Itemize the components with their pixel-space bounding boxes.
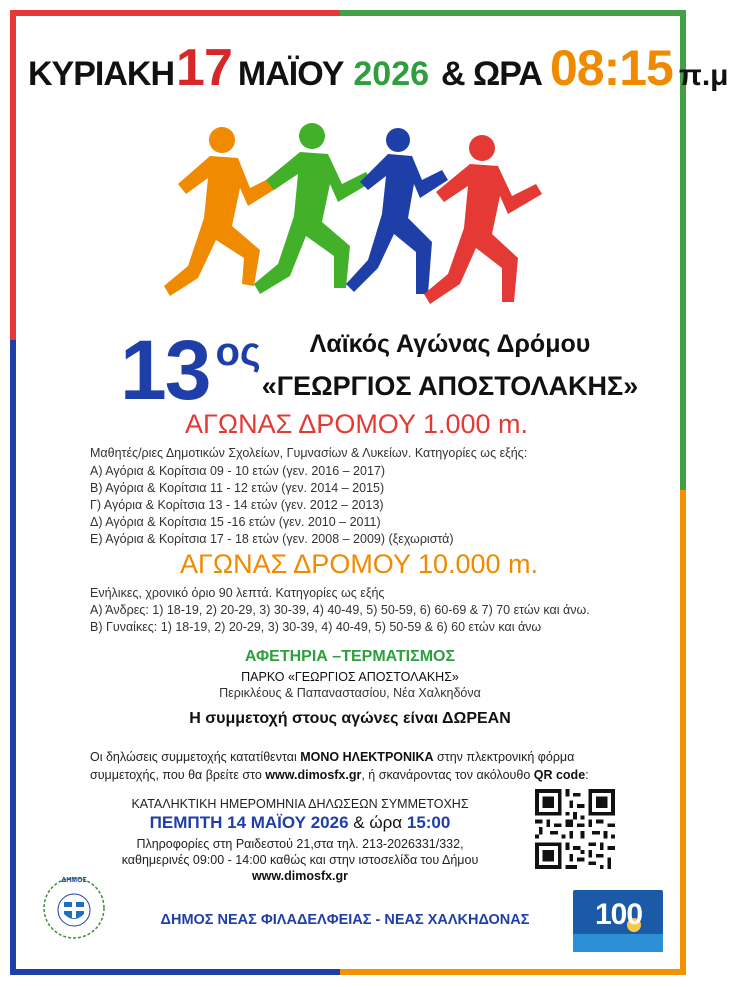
- registration-qr-label: QR code: [533, 768, 586, 782]
- list-item: Γ) Αγόρια & Κορίτσια 13 - 14 ετών (γεν. 2012 – 2013): [90, 498, 384, 512]
- race-10000m-categories: [90, 602, 590, 636]
- list-item: Δ) Αγόρια & Κορίτσια 15 -16 ετών (γεν. 2010 – 2011): [90, 515, 381, 529]
- runners-illustration: [150, 118, 550, 318]
- list-item: Β) Αγόρια & Κορίτσια 11 - 12 ετών (γεν. 2014 – 2015): [90, 481, 385, 495]
- deadline-day: ΠΕΜΠΤΗ: [149, 813, 223, 832]
- headline-month: ΜΑΪΟΥ: [237, 55, 344, 93]
- frame-top-right: [340, 10, 686, 16]
- registration-part3: , ή σκανάροντας τον ακόλουθο: [361, 768, 534, 782]
- red-runner-icon: [424, 135, 542, 304]
- event-date-headline: [28, 38, 729, 108]
- registration-online-only: ΜΟΝΟ ΗΛΕΚΤΡΟΝΙΚΑ: [300, 750, 434, 764]
- race-1000m-title: ΑΓΩΝΑΣ ΔΡΟΜΟΥ 1.000 m.: [185, 409, 529, 439]
- start-finish-title: ΑΦΕΤΗΡΙΑ –ΤΕΡΜΑΤΙΣΜΟΣ: [244, 648, 456, 665]
- race-name: «ΓΕΩΡΓΙΟΣ ΑΠΟΣΤΟΛΑΚΗΣ»: [261, 371, 639, 401]
- registration-text: [90, 748, 630, 784]
- edition-number-value: 13: [120, 323, 210, 417]
- race-1000m-description: Μαθητές/ριες Δημοτικών Σχολείων, Γυμνασίων & Λυκείων. Κατηγορίες ως εξής:: [90, 446, 528, 460]
- free-entry-notice: Η συμμετοχή στους αγώνες είναι ΔΩΡΕΑΝ: [189, 710, 511, 727]
- frame-left-bottom: [10, 340, 16, 975]
- green-runner-icon: [254, 123, 372, 294]
- badge-band: [573, 934, 663, 952]
- qr-code[interactable]: [535, 789, 615, 869]
- edition-suffix: ος: [215, 330, 261, 374]
- registration-part1: Οι δηλώσεις συμμετοχής κατατίθενται: [90, 750, 301, 764]
- list-item: Ε) Αγόρια & Κορίτσια 17 - 18 ετών (γεν. 2008 – 2009) (ξεχωριστά): [90, 532, 454, 546]
- list-item: Α) Αγόρια & Κορίτσια 09 - 10 ετών (γεν. 2016 – 2017): [90, 464, 386, 478]
- info-line-2: καθημερινές 09:00 - 14:00 καθώς και στην ιστοσελίδα του Δήμου: [121, 853, 479, 867]
- race-1000m-categories: [90, 463, 454, 548]
- headline-date-number: 17: [176, 39, 232, 97]
- frame-bottom-left: [10, 969, 340, 975]
- info-line-1: Πληροφορίες στη Ραιδεστού 21,στα τηλ. 213-2026331/332,: [136, 837, 464, 851]
- headline-period: π.μ: [678, 59, 729, 92]
- race-title: Λαϊκός Αγώνας Δρόμου: [309, 330, 591, 358]
- park-name: ΠΑΡΚΟ «ΓΕΩΡΓΙΟΣ ΑΠΟΣΤΟΛΑΚΗΣ»: [241, 670, 459, 684]
- municipality-name: ΔΗΜΟΣ ΝΕΑΣ ΦΙΛΑΔΕΛΦΕΙΑΣ - ΝΕΑΣ ΧΑΛΚΗΔΟΝΑΣ: [160, 912, 530, 928]
- deadline-time: 15:00: [406, 813, 451, 832]
- deadline-time-label: & ώρα: [353, 813, 403, 832]
- list-item: Α) Άνδρες: 1) 18-19, 2) 20-29, 3) 30-39, 4) 40-49, 5) 50-59, 6) 60-69 & 7) 70 ετών και άνω.: [90, 603, 590, 617]
- blue-runner-icon: [346, 128, 448, 294]
- deadline: [110, 813, 490, 833]
- deadline-date: 14 ΜΑΪΟΥ 2026: [227, 813, 349, 832]
- headline-time: 08:15: [549, 40, 673, 96]
- emblem-label: ΔΗΜΟΣ: [61, 877, 87, 884]
- park-address: Περικλέους & Παπαναστασίου, Νέα Χαλκηδόνα: [219, 686, 481, 700]
- list-item: Β) Γυναίκες: 1) 18-19, 2) 20-29, 3) 30-39, 4) 40-49, 5) 50-59 & 6) 60 ετών και άνω: [90, 620, 542, 634]
- frame-top-left: [10, 10, 340, 16]
- website-link[interactable]: www.dimosfx.gr: [251, 869, 349, 883]
- frame-right-bottom: [680, 490, 686, 975]
- orange-runner-icon: [164, 127, 280, 296]
- registration-part2: στην πλεκτρονική φόρμα συμμετοχής, που θα βρείτε στο: [90, 750, 575, 782]
- edition-number: [120, 322, 261, 419]
- registration-part4: :: [585, 768, 589, 782]
- registration-website-link[interactable]: www.dimosfx.gr: [265, 768, 362, 782]
- headline-day: ΚΥΡΙΑΚΗ: [28, 55, 175, 93]
- headline-year: 2026: [353, 55, 430, 93]
- race-10000m-title: ΑΓΩΝΑΣ ΔΡΟΜΟΥ 10.000 m.: [180, 549, 539, 579]
- frame-left-top: [10, 10, 16, 340]
- badge-number: 100: [595, 898, 643, 931]
- deadline-label: ΚΑΤΑΛΗΚΤΙΚΗ ΗΜΕΡΟΜΗΝΙΑ ΔΗΛΩΣΕΩΝ ΣΥΜΜΕΤΟΧΗΣ: [131, 797, 469, 811]
- frame-bottom-right: [340, 969, 686, 975]
- anniversary-badge: [573, 890, 663, 952]
- headline-and-time-label: & ΩΡΑ: [441, 55, 542, 93]
- race-10000m-description: Ενήλικες, χρονικό όριο 90 λεπτά. Κατηγορίες ως εξής: [90, 586, 385, 600]
